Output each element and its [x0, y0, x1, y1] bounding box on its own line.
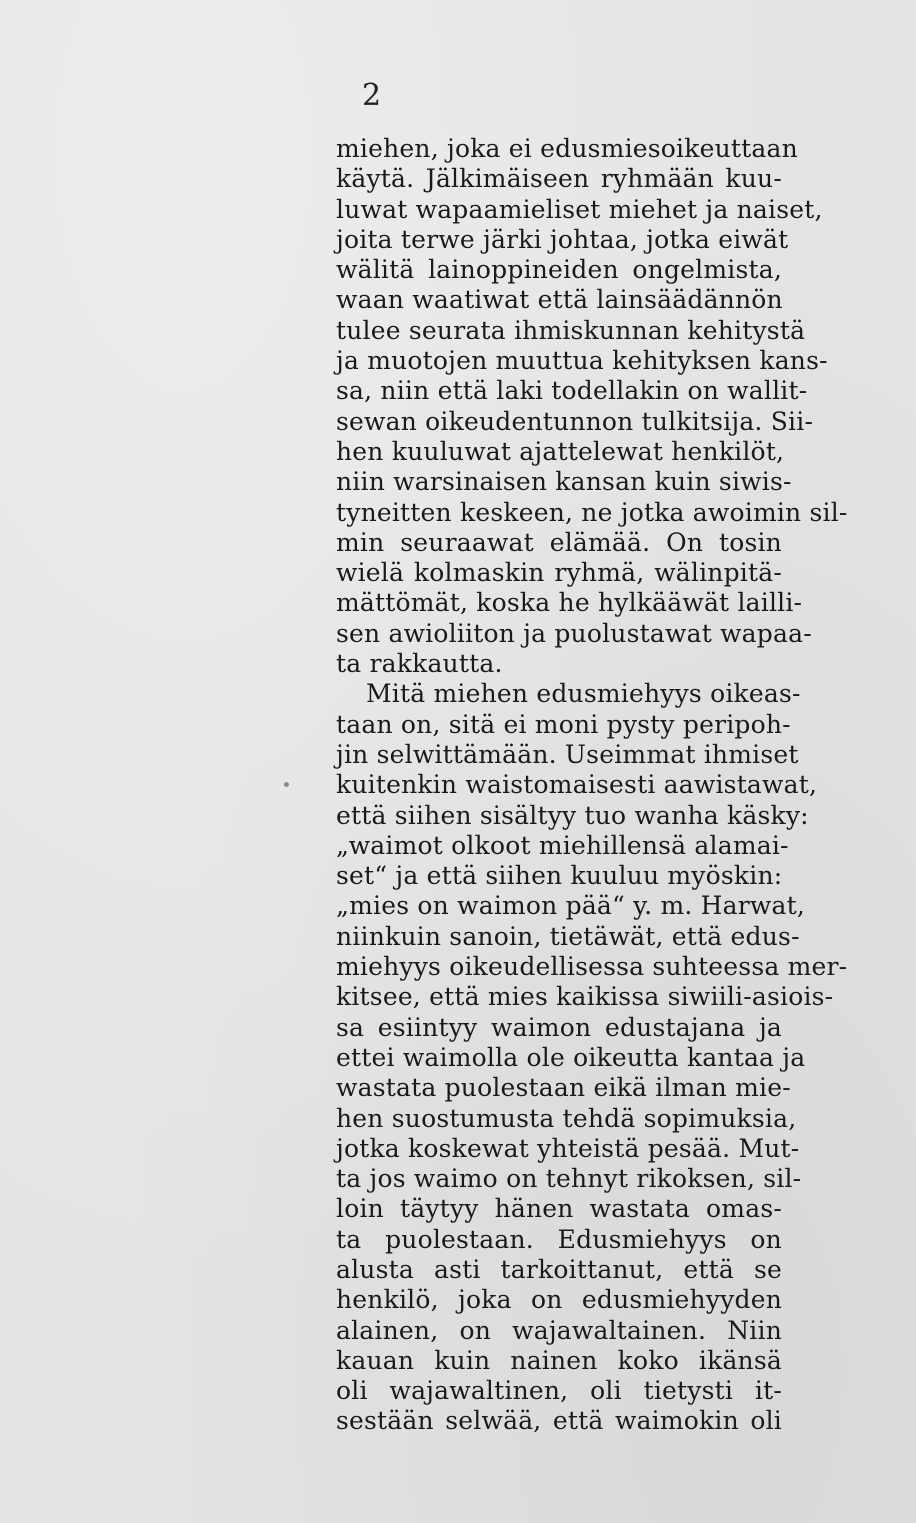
body-text	[336, 134, 848, 1437]
text-line: miehen, joka ei edusmiesoikeuttaan	[336, 134, 798, 163]
text-line: miehyys oikeudellisessa suhteessa mer-	[336, 952, 848, 982]
text-line: joita terwe järki johtaa, jotka eiwät	[336, 224, 789, 254]
text-line: wälitä lainoppineiden ongelmista,	[336, 255, 782, 285]
text-line: Mitä miehen edusmiehyys oikeas-	[366, 679, 801, 709]
text-line: wastata puolestaan eikä ilman mie-	[336, 1073, 791, 1103]
text-line: että siihen sisältyy tuo wanha käsky:	[336, 800, 809, 830]
text-line: sa, niin että laki todellakin on wallit-	[336, 376, 808, 406]
text-line: tulee seurata ihmiskunnan kehitystä	[336, 315, 806, 345]
text-line: loin täytyy hänen wastata omas-	[336, 1194, 782, 1224]
text-line: sen awioliiton ja puolustawat wapaa-	[336, 618, 812, 648]
text-line: „mies on waimon pää“ y. m. Harwat,	[336, 891, 806, 921]
text-line: sewan oikeudentunnon tulkitsija. Sii-	[336, 406, 814, 436]
text-line: kitsee, että mies kaikissa siwiili-asiois-	[336, 982, 834, 1012]
text-line: sa esiintyy waimon edustajana ja	[336, 1012, 782, 1042]
text-line: „waimot olkoot miehillensä alamai-	[336, 830, 789, 860]
text-line: jin selwittämään. Useimmat ihmiset	[336, 739, 799, 769]
page-number: 2	[362, 78, 382, 113]
text-line: alusta asti tarkoittanut, että se	[336, 1254, 782, 1284]
text-line: ja muotojen muuttua kehityksen kans-	[336, 346, 828, 376]
text-line: ettei waimolla ole oikeutta kantaa ja	[336, 1042, 806, 1072]
text-line: ta puolestaan. Edusmiehyys on	[336, 1224, 782, 1254]
text-line: kuitenkin waistomaisesti aawistawat,	[336, 770, 818, 800]
text-line: jotka koskewat yhteistä pesää. Mut-	[336, 1133, 800, 1163]
text-line: niin warsinaisen kansan kuin siwis-	[336, 467, 792, 497]
text-line: ta rakkautta.	[336, 649, 503, 679]
text-line: alainen, on wajawaltainen. Niin	[336, 1315, 782, 1345]
text-line: hen suostumusta tehdä sopimuksia,	[336, 1103, 797, 1133]
text-line: min seuraawat elämää. On tosin	[336, 527, 782, 557]
text-line: ta jos waimo on tehnyt rikoksen, sil-	[336, 1164, 802, 1194]
text-line: set“ ja että siihen kuuluu myöskin:	[336, 861, 783, 891]
paper-speck	[284, 782, 289, 787]
text-line: wielä kolmaskin ryhmä, wälinpitä-	[336, 558, 782, 588]
text-line: oli wajawaltinen, oli tietysti it-	[336, 1376, 782, 1406]
text-line: käytä. Jälkimäiseen ryhmään kuu-	[336, 164, 782, 194]
text-line: niinkuin sanoin, tietäwät, että edus-	[336, 921, 800, 951]
text-line: tyneitten keskeen, ne jotka awoimin sil-	[336, 497, 848, 527]
text-line: mättömät, koska he hylkääwät lailli-	[336, 588, 803, 618]
text-line: waan waatiwat että lainsäädännön	[336, 285, 783, 315]
text-line: taan on, sitä ei moni pysty peripoh-	[336, 709, 791, 739]
text-line: hen kuuluwat ajattelewat henkilöt,	[336, 436, 785, 466]
text-line: kauan kuin nainen koko ikänsä	[336, 1345, 782, 1375]
text-line: sestään selwää, että waimokin oli	[336, 1406, 782, 1436]
text-line: luwat wapaamieliset miehet ja naiset,	[336, 194, 823, 224]
text-line: henkilö, joka on edusmiehyyden	[336, 1285, 782, 1315]
